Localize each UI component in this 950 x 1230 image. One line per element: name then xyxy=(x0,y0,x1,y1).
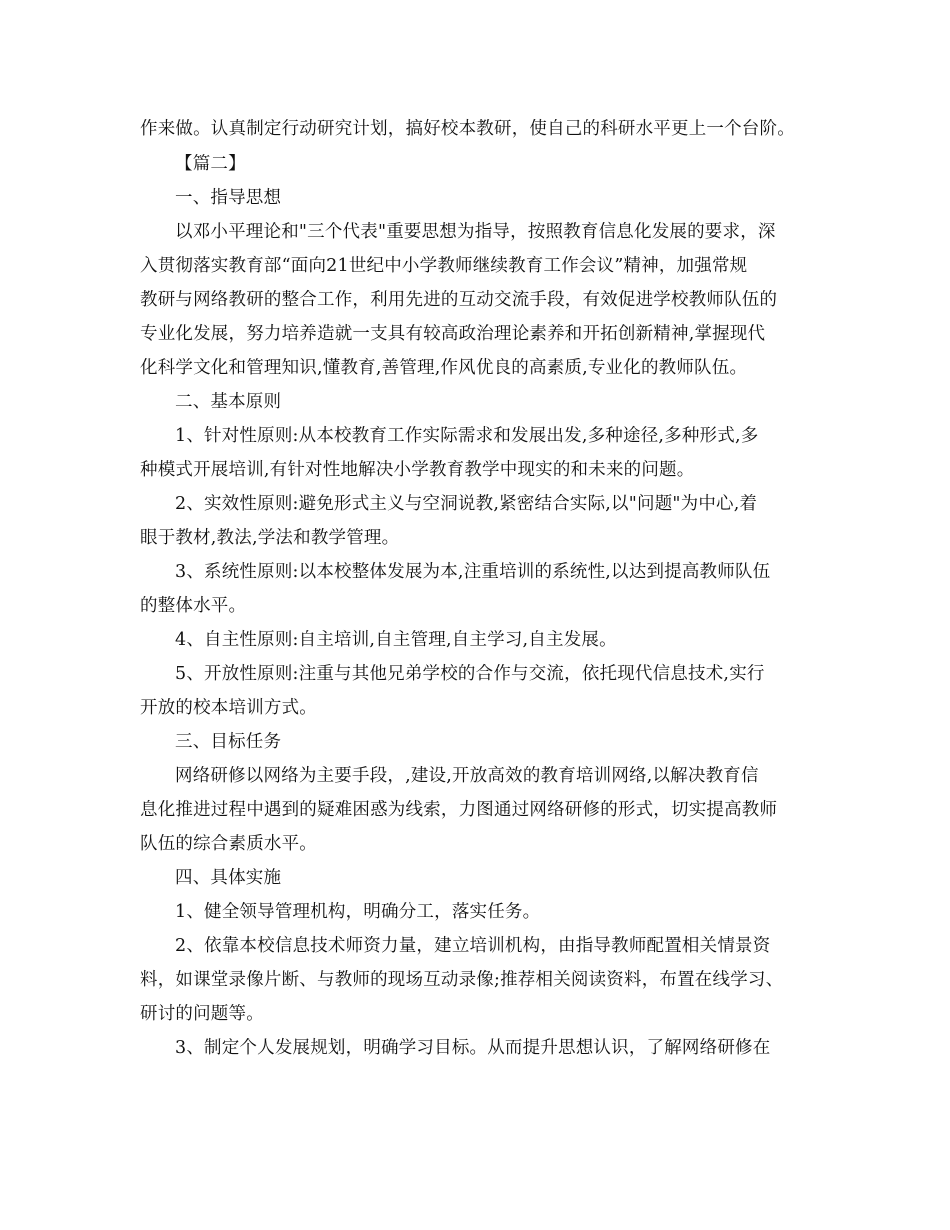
principle-5-line-1: 5、开放性原则:注重与其他兄弟学校的合作与交流，依托现代信息技术,实行 xyxy=(175,664,765,684)
implementation-3-line-1: 3、制定个人发展规划，明确学习目标。从而提升思想认识，了解网络研修在 xyxy=(175,1038,771,1058)
principle-5-line-2: 开放的校本培训方式。 xyxy=(140,698,317,718)
principle-3-line-2: 的整体水平。 xyxy=(140,596,247,616)
principle-2-line-1: 2、实效性原则:避免形式主义与空洞说教,紧密结合实际,以"问题"为中心,着 xyxy=(175,494,758,514)
goals-line-1: 网络研修以网络为主要手段，,建设,开放高效的教育培训网络,以解决教育信 xyxy=(175,766,759,786)
paragraph-continuation-line: 作来做。认真制定行动研究计划，搞好校本教研，使自己的科研水平更上一个台阶。 xyxy=(140,119,795,139)
guiding-ideology-line-3: 教研与网络教研的整合工作，利用先进的互动交流手段，有效促进学校教师队伍的 xyxy=(140,290,778,310)
guiding-ideology-line-1: 以邓小平理论和"三个代表"重要思想为指导，按照教育信息化发展的要求，深 xyxy=(175,222,776,242)
implementation-1-line-1: 1、健全领导管理机构，明确分工，落实任务。 xyxy=(175,902,541,922)
implementation-2-line-3: 研讨的问题等。 xyxy=(140,1004,264,1024)
heading-basic-principles: 二、基本原则 xyxy=(175,392,282,412)
goals-line-3: 队伍的综合素质水平。 xyxy=(140,834,317,854)
goals-line-2: 息化推进过程中遇到的疑难困惑为线索，力图通过网络研修的形式，切实提高教师 xyxy=(140,800,778,820)
principle-3-line-1: 3、系统性原则:以本校整体发展为本,注重培训的系统性,以达到提高教师队伍 xyxy=(175,562,771,582)
guiding-ideology-line-4: 专业化发展，努力培养造就一支具有较高政治理论素养和开拓创新精神,掌握现代 xyxy=(140,324,766,344)
principle-2-line-2: 眼于教材,教法,学法和教学管理。 xyxy=(140,528,400,548)
heading-guiding-ideology: 一、指导思想 xyxy=(175,188,282,208)
section-title-part-two: 【篇二】 xyxy=(175,154,246,174)
guiding-ideology-line-5: 化科学文化和管理知识,懂教育,善管理,作风优良的高素质,专业化的教师队伍。 xyxy=(140,358,748,378)
heading-implementation: 四、具体实施 xyxy=(175,868,282,888)
implementation-2-line-1: 2、依靠本校信息技术师资力量，建立培训机构，由指导教师配置相关情景资 xyxy=(175,936,771,956)
principle-1-line-2: 种模式开展培训,有针对性地解决小学教育教学中现实的和未来的问题。 xyxy=(140,460,695,480)
principle-1-line-1: 1、针对性原则:从本校教育工作实际需求和发展出发,多种途径,多种形式,多 xyxy=(175,426,759,446)
implementation-2-line-2: 料，如课堂录像片断、与教师的现场互动录像;推荐相关阅读资料，布置在线学习、 xyxy=(140,970,784,990)
guiding-ideology-line-2: 入贯彻落实教育部“面向21世纪中小学教师继续教育工作会议”精神，加强常规 xyxy=(140,256,748,276)
principle-4-line-1: 4、自主性原则:自主培训,自主管理,自主学习,自主发展。 xyxy=(175,630,617,650)
heading-goals-tasks: 三、目标任务 xyxy=(175,732,282,752)
